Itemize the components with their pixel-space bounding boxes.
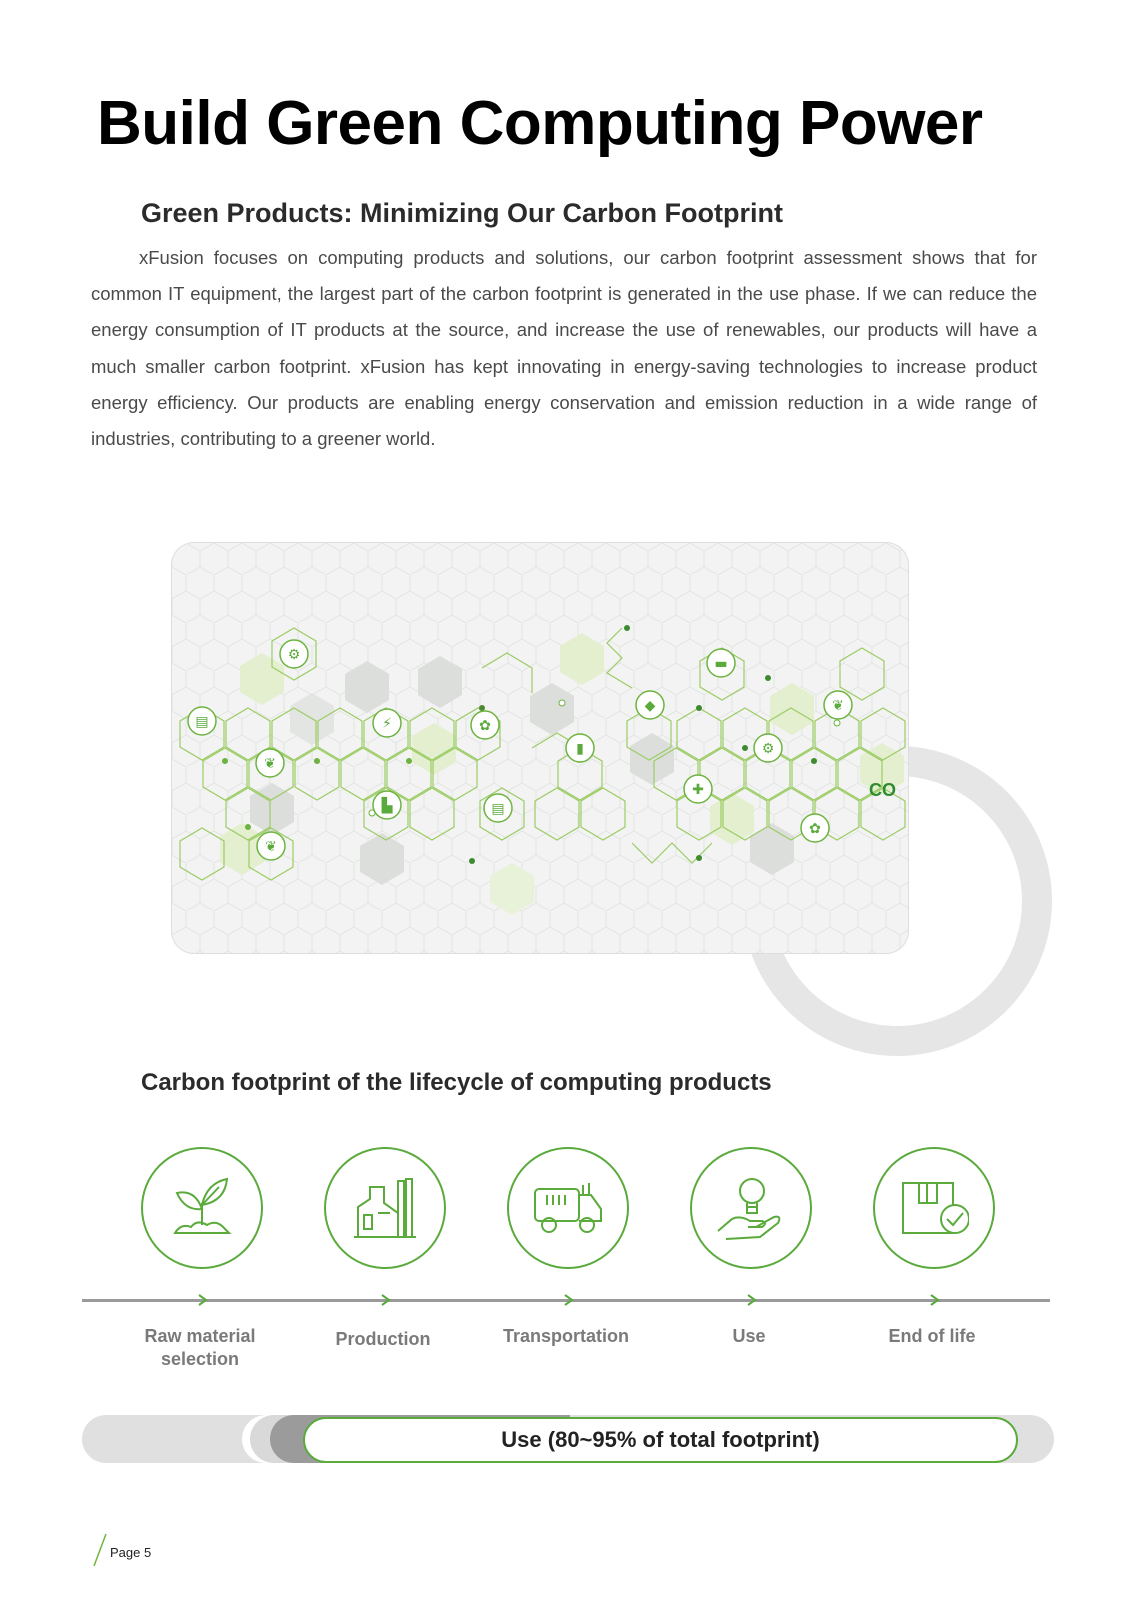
chevron-right-icon [745,1293,759,1307]
stage-end-of-life-circle [873,1147,995,1269]
svg-text:✚: ✚ [692,782,704,798]
svg-text:✿: ✿ [809,821,821,837]
hero-image [172,543,908,953]
stage-label-use: Use [732,1326,766,1346]
truck-icon [533,1173,603,1243]
box-check-icon [899,1173,969,1243]
svg-text:❦: ❦ [265,839,277,855]
stage-production-circle [324,1147,446,1269]
section-subtitle: Green Products: Minimizing Our Carbon Footprint [141,198,783,228]
svg-text:⚡: ⚡ [382,716,392,732]
hand-bulb-icon [716,1173,786,1243]
intro-paragraph: xFusion focuses on computing products and solutions, our carbon footprint assessment shows that for common IT equipment, the largest part of the carbon footprint is generated in the use phase. If we can reduce the energy consumption of IT products at the source, and increase the use of renewables, our products will have a much smaller carbon footprint. xFusion has kept innovating in energy-saving technologies to increase product energy efficiency. Our products are enabling energy conservation and emission reduction in a wide range of industries, contributing to a greener world. [91,247,1037,450]
stage-label-end-of-life: End of life [888,1326,976,1346]
svg-text:◆: ◆ [644,698,656,714]
lifecycle-title: Carbon footprint of the lifecycle of computing products [141,1069,772,1096]
svg-text:✿: ✿ [479,718,491,734]
svg-text:▤: ▤ [491,801,505,817]
svg-text:▬: ▬ [714,656,728,672]
stage-use-circle [690,1147,812,1269]
stage-transportation-circle [507,1147,629,1269]
chevron-right-icon [928,1293,942,1307]
factory-icon [350,1173,420,1243]
page-number: Page 5 [110,1545,152,1560]
co2-partial-text: CO [869,780,896,800]
page-title: Build Green Computing Power [97,89,983,158]
stage-label-production: Production [335,1329,431,1349]
svg-text:▮: ▮ [576,741,584,757]
stage-raw-material-circle [141,1147,263,1269]
plant-icon [167,1173,237,1243]
svg-text:⚙: ⚙ [287,647,301,663]
svg-text:▤: ▤ [195,714,209,730]
hexagon-network-illustration [172,543,908,953]
use-phase-summary: Use (80~95% of total footprint) [303,1417,1018,1463]
svg-text:▙: ▙ [381,798,393,814]
chevron-right-icon [562,1293,576,1307]
page-slash-mark [92,1533,108,1567]
stage-label-transportation: Transportation [502,1326,629,1346]
svg-text:⚙: ⚙ [761,741,775,757]
chevron-right-icon [379,1293,393,1307]
svg-text:❦: ❦ [264,756,276,772]
stage-label-raw-material: Raw material selection [144,1326,256,1369]
chevron-right-icon [196,1293,210,1307]
svg-text:❦: ❦ [832,698,844,714]
